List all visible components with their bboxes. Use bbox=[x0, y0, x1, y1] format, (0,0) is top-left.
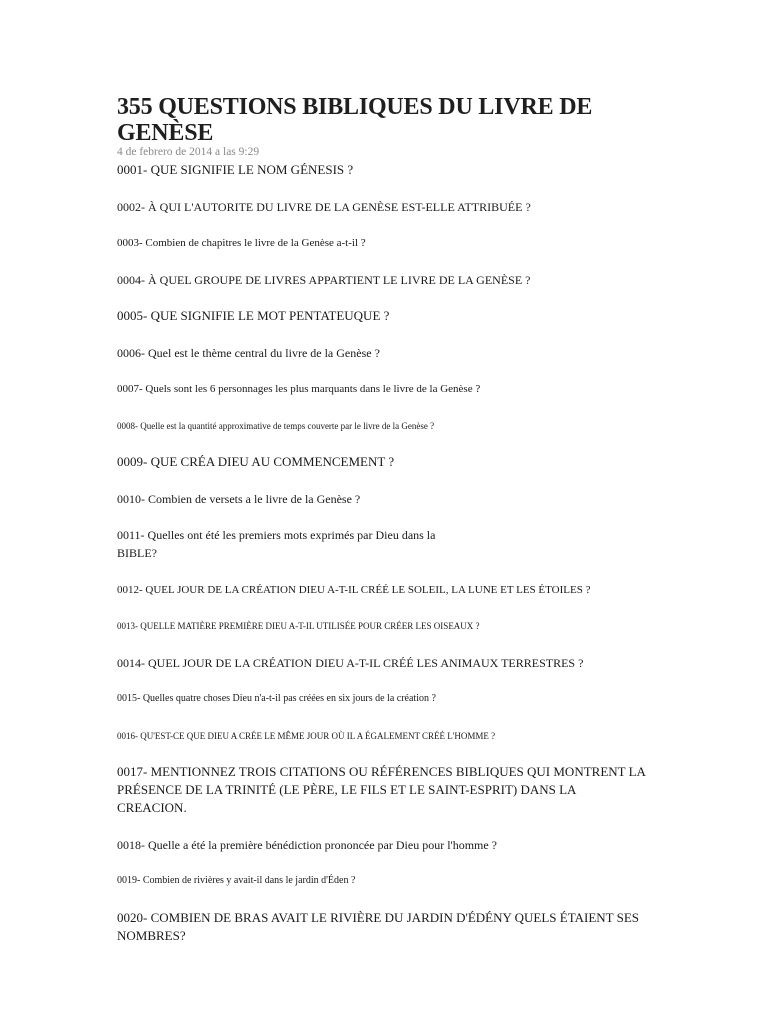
question-0003: 0003- Combien de chapitres le livre de la Genèse a-t-il ? bbox=[117, 237, 366, 249]
page-title: 355 QUESTIONS BIBLIQUES DU LIVRE DE GENÈSE bbox=[117, 94, 593, 146]
question-0001: 0001- QUE SIGNIFIE LE NOM GÉNESIS ? bbox=[117, 162, 354, 177]
question-0016: 0016- QU'EST-CE QUE DIEU A CRÉE LE MÊME JOUR OÙ IL A ÉGALEMENT CRÉÉ L'HOMME ? bbox=[117, 730, 496, 741]
question-0018: 0018- Quelle a été la première bénédiction prononcée par Dieu pour l'homme ? bbox=[117, 837, 498, 852]
post-date: 4 de febrero de 2014 a las 9:29 bbox=[117, 146, 260, 158]
question-0009: 0009- QUE CRÉA DIEU AU COMMENCEMENT ? bbox=[117, 454, 395, 469]
question-0015: 0015- Quelles quatre choses Dieu n'a-t-il pas créées en six jours de la création ? bbox=[117, 693, 436, 704]
question-0017-line-2: PRÉSENCE DE LA TRINITÉ (LE PÈRE, LE FILS ET LE SAINT-ESPRIT) DANS LA bbox=[117, 782, 577, 797]
question-0014: 0014- QUEL JOUR DE LA CRÉATION DIEU A-T-IL CRÉÉ LES ANIMAUX TERRESTRES ? bbox=[117, 655, 584, 670]
question-0017-line-3: CREACION. bbox=[117, 800, 187, 815]
question-0011: 0011- Quelles ont été les premiers mots exprimés par Dieu dans la bbox=[117, 528, 436, 542]
question-0012: 0012- QUEL JOUR DE LA CRÉATION DIEU A-T-IL CRÉÉ LE SOLEIL, LA LUNE ET LES ÉTOILES ? bbox=[117, 583, 591, 596]
question-0007: 0007- Quels sont les 6 personnages les plus marquants dans le livre de la Genèse ? bbox=[117, 383, 481, 395]
question-0020: 0020- COMBIEN DE BRAS AVAIT LE RIVIÈRE DU JARDIN D'ÉDÉNY QUELS ÉTAIENT SES bbox=[117, 909, 640, 925]
question-0017: 0017- MENTIONNEZ TROIS CITATIONS OU RÉFÉRENCES BIBLIQUES QUI MONTRENT LA bbox=[117, 764, 646, 779]
question-0019: 0019- Combien de rivières y avait-il dans le jardin d'Éden ? bbox=[117, 875, 356, 886]
question-0002: 0002- À QUI L'AUTORITE DU LIVRE DE LA GENÈSE EST-ELLE ATTRIBUÉE ? bbox=[117, 199, 531, 214]
document bbox=[117, 94, 647, 945]
question-0005: 0005- QUE SIGNIFIE LE MOT PENTATEUQUE ? bbox=[117, 308, 390, 323]
question-0013: 0013- QUELLE MATIÈRE PREMIÈRE DIEU A-T-IL UTILISÉE POUR CRÉER LES OISEAUX ? bbox=[117, 621, 480, 631]
question-0011-continued: BIBLE? bbox=[117, 546, 157, 560]
question-0020-continued: NOMBRES? bbox=[117, 927, 186, 943]
question-0004: 0004- À QUEL GROUPE DE LIVRES APPARTIENT LE LIVRE DE LA GENÈSE ? bbox=[117, 272, 531, 287]
question-0006: 0006- Quel est le thème central du livre de la Genèse ? bbox=[117, 345, 380, 360]
question-0010: 0010- Combien de versets a le livre de la Genèse ? bbox=[117, 491, 361, 506]
question-0008: 0008- Quelle est la quantité approximative de temps couverte par le livre de la Genèse ? bbox=[117, 420, 435, 431]
